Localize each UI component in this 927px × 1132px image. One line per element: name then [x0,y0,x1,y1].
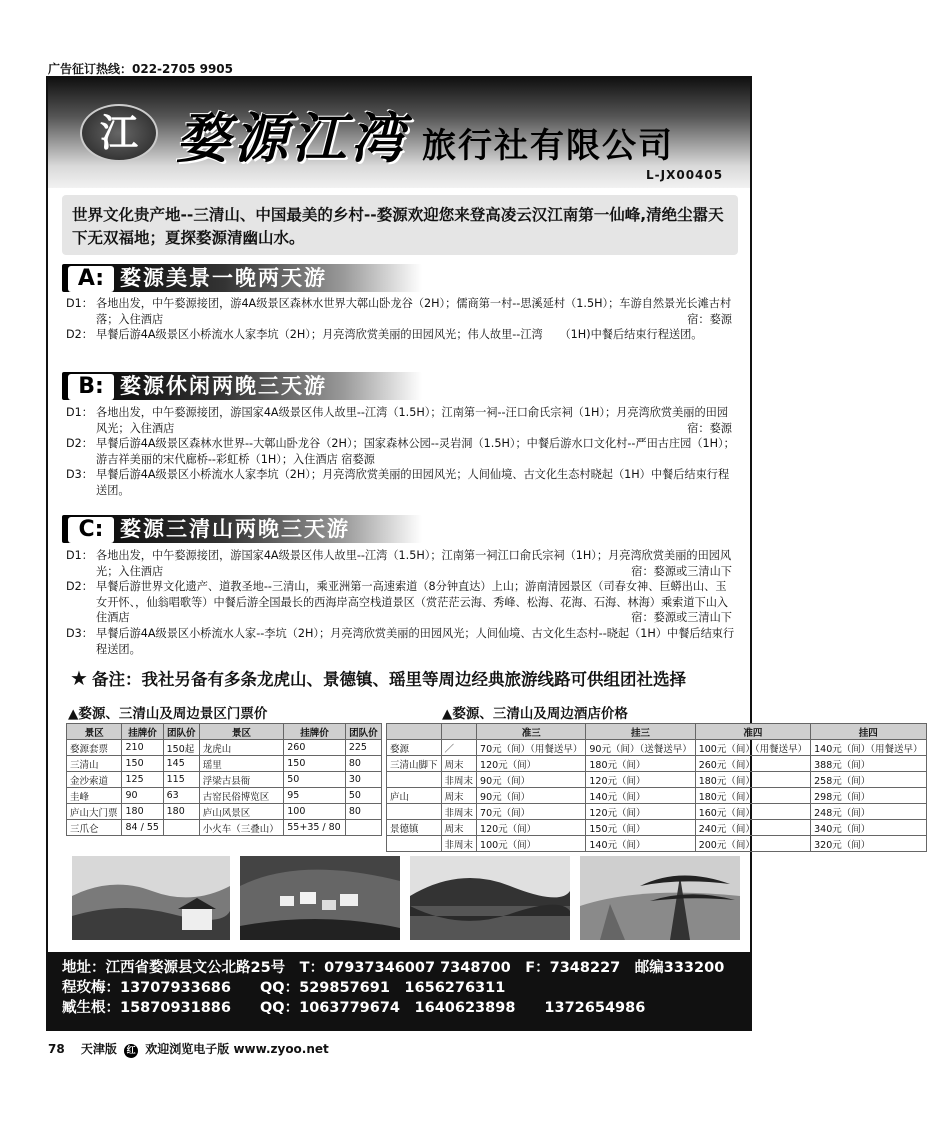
itinerary-day [66,548,736,579]
hotel-cell [387,772,442,788]
table-row [67,820,382,836]
day-text: 早餐后游4A级景区森林水世界--大鄣山卧龙谷（2H）；国家森林公园--灵岩洞（1.5H）；中餐后游水口文化村--严田古庄园（1H）；游吉祥美丽的宋代廊桥--彩虹桥（1H）；入住酒店 宿婺源 [96,437,735,466]
hotel-cell: 248元（间） [811,804,926,820]
hotel-header-cell: 准三 [477,724,586,740]
hotel-cell: 120元（间） [477,820,586,836]
ticket-cell: 龙虎山 [199,740,284,756]
ticket-cell: 90 [122,788,163,804]
hotel-cell: 180元（间） [695,772,810,788]
day-text: 各地出发，中午婺源接团，游4A级景区森林水世界大鄣山卧龙谷（2H）；儒商第一村--思溪延村（1.5H）；车游自然景光长滩古村落；入住酒店 [96,297,732,326]
ticket-header-cell: 挂牌价 [122,724,163,740]
lake-mountains-image [410,856,570,940]
ad-hotline: 广告征订热线：022-2705 9905 [48,62,234,76]
itinerary-day [66,626,736,657]
ticket-price-table [66,723,382,836]
hotel-cell: 周末 [441,788,477,804]
hotel-cell: 庐山 [387,788,442,804]
ticket-cell: 55+35 / 80 [284,820,346,836]
ticket-cell: 100 [284,804,346,820]
section-title-text: 婺源美景一晚两天游 [120,266,327,290]
day-key: D2： [66,328,93,342]
itinerary-day [66,579,736,626]
ticket-cell: 84 / 55 [122,820,163,836]
company-logo-icon: 江 [80,104,158,162]
day-text: 早餐后游世界文化遗产、道教圣地--三清山，乘亚洲第一高速索道（8分钟直达）上山；游南清园景区（司春女神、巨蟒出山、玉女开怀、，仙翁唱歌等）中餐后游全国最长的西海岸高空栈道景区（赏茫茫云海、秀峰、松海、花海、石海、林海）乘索道下山入住酒店 [96,580,729,625]
day-text: 早餐后游4A级景区小桥流水人家--李坑（2H）；月亮湾欣赏美丽的田园风光；人间仙境、古文化生态村--晓起（1H）中餐后结束行程送团。 [96,626,735,656]
hotel-cell: ／ [441,740,477,756]
photo-village-mist [72,856,230,940]
ticket-cell: 金沙索道 [67,772,122,788]
section-letter: A: [68,266,114,292]
ticket-cell: 80 [345,756,381,772]
hotel-cell: 140元（间） [586,788,695,804]
hotel-cell: 90元（间）（送餐送早） [586,740,695,756]
hotel-header-cell: 准四 [695,724,810,740]
star-icon: ★ [70,666,88,690]
ticket-cell: 180 [122,804,163,820]
table-row [387,756,927,772]
hotel-cell: 70元（间） [477,804,586,820]
hotel-cell: 90元（间） [477,772,586,788]
ticket-cell: 30 [345,772,381,788]
section-a-itinerary [66,296,736,343]
license-number: L-JX00405 [646,168,724,182]
ticket-header-cell: 挂牌价 [284,724,346,740]
table-row [387,804,927,820]
ticket-cell: 180 [163,804,199,820]
advertisement-page [46,76,923,1031]
section-a-title [62,264,422,292]
section-b-title [62,372,422,400]
hotel-cell: 周末 [441,820,477,836]
pine-rock-image [580,856,740,940]
hotel-cell: 非周末 [441,836,477,852]
hotel-cell: 180元（间） [695,788,810,804]
ticket-header-cell: 景区 [199,724,284,740]
day-key: D1： [66,297,93,310]
day-text: 各地出发，中午婺源接团，游国家4A级景区伟人故里--江湾（1.5H）；江南第一祠江口俞氏宗祠（1H）；月亮湾欣赏美丽的田园风光；入住酒店 [96,549,732,578]
ticket-cell: 63 [163,788,199,804]
ticket-cell: 瑶里 [199,756,284,772]
ticket-cell: 150起 [163,740,199,756]
hotel-header-cell: 挂四 [811,724,926,740]
hotel-cell: 100元（间）（用餐送早） [695,740,810,756]
ticket-cell: 三清山 [67,756,122,772]
hotel-price-table [386,723,927,852]
ticket-cell: 150 [122,756,163,772]
contact-footer [48,952,750,1031]
itinerary-day [66,296,736,327]
hotel-cell: 150元（间） [586,820,695,836]
day-stay: 宿：婺源 [687,312,732,326]
hotel-cell: 90元（间） [477,788,586,804]
ticket-cell: 50 [345,788,381,804]
ticket-cell [345,820,381,836]
hotel-cell: 婺源 [387,740,442,756]
page-number: 78 [48,1042,65,1056]
ticket-cell: 浮梁古县衙 [199,772,284,788]
note-text: 备注：我社另备有多条龙虎山、景德镇、瑶里等周边经典旅游线路可供组团社选择 [91,670,686,689]
hotel-cell: 160元（间） [695,804,810,820]
day-text: 早餐后游4A级景区小桥流水人家李坑（2H）；月亮湾欣赏美丽的田园风光；人间仙境、古文化生态村晓起（1H）中餐后结束行程送团。 [96,468,730,497]
ticket-cell: 古窑民俗博览区 [199,788,284,804]
ticket-cell: 125 [122,772,163,788]
hotel-cell [387,804,442,820]
red-badge-icon: 红 [124,1044,138,1058]
day-key: D1： [66,549,93,562]
itinerary-day [66,436,736,467]
section-title-text: 婺源三清山两晚三天游 [120,517,350,541]
ticket-cell: 三爪仑 [67,820,122,836]
day-key: D1： [66,406,93,419]
table-row [67,756,382,772]
village-hills-image [240,856,400,940]
hotel-cell: 景德镇 [387,820,442,836]
footer-address: 地址：江西省婺源县文公北路25号 T：07937346007 7348700 F：7348227 邮编333200 [62,960,725,976]
village-mist-image [72,856,230,940]
ticket-cell: 80 [345,804,381,820]
note-line [70,666,686,690]
hotel-cell: 340元（间） [811,820,926,836]
hotel-cell: 120元（间） [586,804,695,820]
footer-contact-2: 臧生根：15870931886 QQ：1063779674 1640623898 1372654986 [62,1000,646,1016]
hotel-cell: 260元（间） [695,756,810,772]
hotel-cell: 140元（间）（用餐送早） [811,740,926,756]
ticket-cell: 210 [122,740,163,756]
day-key: D3： [66,626,93,640]
table-row [67,788,382,804]
day-key: D2： [66,580,93,594]
hotel-table-title: ▲婺源、三清山及周边酒店价格 [442,706,628,722]
ticket-header-cell: 团队价 [345,724,381,740]
itinerary-day [66,467,736,498]
ticket-table-title: ▲婺源、三清山及周边景区门票价 [68,706,268,722]
ticket-cell: 145 [163,756,199,772]
hotel-cell: 周末 [441,756,477,772]
section-c-itinerary [66,548,736,657]
ticket-cell: 95 [284,788,346,804]
hotel-cell: 非周末 [441,772,477,788]
day-stay: 宿：婺源或三清山下 [631,564,732,578]
hotel-cell: 180元（间） [586,756,695,772]
table-row [387,820,927,836]
day-text: 早餐后游4A级景区小桥流水人家李坑（2H）；月亮湾欣赏美丽的田园风光；伟人故里--江湾 （1H)中餐后结束行程送团。 [96,328,703,342]
hotel-cell: 非周末 [441,804,477,820]
ticket-header-cell: 景区 [67,724,122,740]
day-stay: 宿：婺源或三清山下 [631,611,732,625]
company-header [48,78,750,188]
ticket-cell: 圭峰 [67,788,122,804]
photo-pine-rock [580,856,740,940]
table-row [387,740,927,756]
hotel-cell: 70元（间）（用餐送早） [477,740,586,756]
photo-lake-mountains [410,856,570,940]
itinerary-day [66,327,736,343]
company-name: 旅行社有限公司 [422,126,674,166]
day-key: D3： [66,468,93,482]
ticket-cell: 225 [345,740,381,756]
hotel-header-cell [441,724,477,740]
ticket-cell: 50 [284,772,346,788]
day-stay: 宿：婺源 [687,421,732,435]
section-c-title [62,515,422,543]
hotel-cell: 三清山脚下 [387,756,442,772]
hotel-header-cell [387,724,442,740]
table-row [67,740,382,756]
intro-banner: 世界文化贵产地--三清山、中国最美的乡村--婺源欢迎您来登高凌云汉江南第一仙峰,清绝尘嚣天下无双福地；夏探婺源清幽山水。 [62,195,738,255]
itinerary-day [66,405,736,436]
ticket-cell: 115 [163,772,199,788]
hotel-cell: 258元（间） [811,772,926,788]
day-text: 各地出发，中午婺源接团，游国家4A级景区伟人故里--江湾（1.5H）；江南第一祠--汪口俞氏宗祠（1H）；月亮湾欣赏美丽的田园风光；入住酒店 [96,406,729,435]
table-row [387,788,927,804]
footer-contact-1: 程玫梅：13707933686 QQ：529857691 1656276311 [62,980,506,996]
hotel-cell: 240元（间） [695,820,810,836]
brand-name: 婺源江湾 [176,106,408,170]
ticket-cell: 150 [284,756,346,772]
hotel-cell: 298元（间） [811,788,926,804]
ticket-cell: 庐山风景区 [199,804,284,820]
hotel-header-cell: 挂三 [586,724,695,740]
hotel-cell: 120元（间） [477,756,586,772]
table-row [67,772,382,788]
section-title-text: 婺源休闲两晚三天游 [120,374,327,398]
table-row [67,804,382,820]
hotel-cell: 320元（间） [811,836,926,852]
website-text: 欢迎浏览电子版 www.zyoo.net [145,1042,329,1056]
table-row [387,772,927,788]
section-b-itinerary [66,405,736,499]
hotel-cell: 120元（间） [586,772,695,788]
ticket-header-cell: 团队价 [163,724,199,740]
ticket-cell: 260 [284,740,346,756]
ticket-cell: 小火车（三叠山） [199,820,284,836]
section-letter: B: [68,374,114,400]
hotel-cell: 140元（间） [586,836,695,852]
ticket-cell: 庐山大门票 [67,804,122,820]
hotel-cell [387,836,442,852]
photo-village-hills [240,856,400,940]
hotel-cell: 388元（间） [811,756,926,772]
edition-label: 天津版 [80,1042,117,1056]
ticket-cell [163,820,199,836]
table-row [387,836,927,852]
day-key: D2： [66,437,93,451]
section-letter: C: [68,517,114,543]
page-footer [48,1040,329,1058]
hotel-cell: 200元（间） [695,836,810,852]
ticket-cell: 婺源套票 [67,740,122,756]
hotel-cell: 100元（间） [477,836,586,852]
